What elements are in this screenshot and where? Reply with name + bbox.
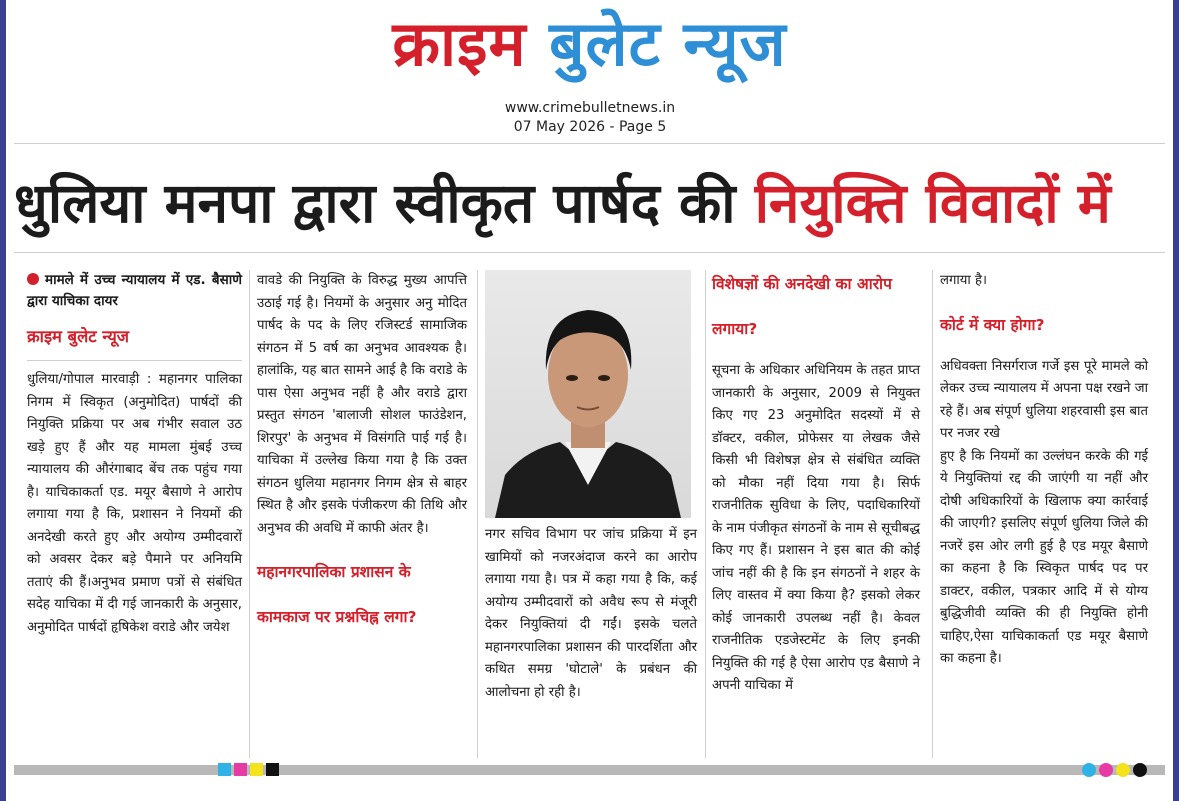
masthead-blue: बुलेट न्यूज xyxy=(549,7,787,80)
portrait-photo xyxy=(485,270,691,518)
masthead-red: क्राइम xyxy=(392,7,527,80)
column-divider xyxy=(477,270,478,758)
black-swatch-icon xyxy=(266,763,279,776)
headline-black: धुलिया मनपा द्वारा स्वीकृत पार्षद की xyxy=(14,171,736,235)
masthead xyxy=(0,6,1179,82)
headline xyxy=(14,163,1169,243)
headline-rule xyxy=(14,252,1165,253)
black-dot-icon xyxy=(1133,763,1147,777)
page-edge-left xyxy=(0,0,6,801)
article-paragraph: लगाया है। xyxy=(940,273,988,288)
column-divider xyxy=(705,270,706,758)
magenta-swatch-icon xyxy=(234,763,247,776)
dateline: 07 May 2026 - Page 5 xyxy=(513,119,667,135)
article-paragraph: नगर सचिव विभाग पर जांच प्रक्रिया में इन खामियों को नजरअंदाज करने का आरोप लगाया गया है। पत्र में कहा गया है कि, कई अयोग्य उम्मीदवारों को अवैध रूप से मंजूरी देकर नियुक्तियां दी गईं। इसके चलते महानगरपालिका प्रशासन की पारदर्शिता और कथित समग्र 'घोटाले' के प्रबंधन की आलोचना हो रही है। xyxy=(485,527,697,700)
page-edge-right xyxy=(1173,0,1179,801)
cyan-dot-icon xyxy=(1082,763,1096,777)
kicker xyxy=(27,270,242,312)
subheading: विशेषज्ञों की अनदेखी का आरोप लगाया? xyxy=(712,275,892,338)
article-paragraph: सूचना के अधिकार अधिनियम के तहत प्राप्त जानकारी के अनुसार, 2009 से नियुक्त किए गए 23 अनुमोदित सदस्यों में से डॉक्टर, वकील, प्रोफेसर या लेखक जैसे किसी भी विशेषज्ञ क्षेत्र से संबंधित व्यक्ति को मौका नहीं दिया गया है। सिर्फ राजनीतिक सुविधा के लिए, पदाधिकारियों के नाम पंजीकृत संगठनों के नाम से सूचीबद्ध किए गए हैं। प्रशासन ने इस बात की कोई जांच नहीं की है कि इन संगठनों ने शहर के लिए वास्तव में क्या किया है? इसको लेकर कोई जानकारी उपलब्ध नहीं है। केवल राजनीतिक एडजेस्टमेंट के लिए इनकी नियुक्ति की गई है ऐसा आरोप एड बैसाणे ने अपनी याचिका में xyxy=(712,363,920,693)
yellow-swatch-icon xyxy=(250,763,263,776)
article-paragraph: हुए है कि नियमों का उल्लंघन करके की गई ये नियुक्तियां रद्द की जाएंगी या नहीं और दोषी अधिकारियों के खिलाफ क्या कार्रवाई की जाएगी? इसलिए संपूर्ण धुलिया जिले की नजरें इस ओर लगी हुई है एड मयूर बैसाणे का कहना है कि स्विकृत पार्षद पद पर डाक्टर, वकील, पत्रकार आदि में से योग्य बुद्धिजीवी व्यक्ति की ही नियुक्ति होनी चाहिए,ऐसा याचिकाकर्ता एड मयूर बैसाणे का कहना है। xyxy=(940,448,1148,666)
footer-bar xyxy=(14,765,1165,775)
column-2 xyxy=(257,270,467,640)
subheading: कोर्ट में क्या होगा? xyxy=(940,315,1045,334)
column-divider xyxy=(249,270,250,758)
column-divider xyxy=(932,270,933,758)
bullet-dot-icon xyxy=(27,273,39,285)
website: www.crimebulletnews.in xyxy=(504,100,676,116)
subheading: महानगरपालिका प्रशासन के कामकाज पर प्रश्नचिह्न लगा? xyxy=(257,563,417,626)
portrait-figure xyxy=(485,270,691,518)
article-paragraph: अधिवक्ता निसर्गराज गर्जे इस पूरे मामले को लेकर उच्च न्यायालय में अपना पक्ष रखने जा रहे हैं। अब संपूर्ण धुलिया शहरवासी इस बात पर नजर रखे xyxy=(940,358,1148,441)
byline: क्राइम बुलेट न्यूज xyxy=(27,327,130,346)
cyan-swatch-icon xyxy=(218,763,231,776)
headline-red: नियुक्ति विवादों में xyxy=(754,171,1111,235)
column-4 xyxy=(712,270,920,698)
kicker-text: मामले में उच्च न्यायालय में एड. बैसाणे द्वारा याचिका दायर xyxy=(27,272,242,309)
article-paragraph: वावडे की नियुक्ति के विरुद्ध मुख्य आपत्ति उठाई गई है। नियमों के अनुसार अनु मोदित पार्षद के पद के लिए रजिस्टर्ड सामाजिक संगठन में 5 वर्ष का अनुभव आवश्यक है। हालांकि, यह बात सामने आई है कि वराडे के पास ऐसा अनुभव नहीं है और वराडे द्वारा प्रस्तुत संगठन 'बालाजी सोशल फाउंडेशन, शिरपुर' के अनुभव में विसंगति पाई गई है। याचिका में उल्लेख किया गया है कि उक्त संगठन धुलिया महानगर निगम क्षेत्र से बाहर स्थित है और इसके पंजीकरण की तिथि और अनुभव की अवधि में काफी अंतर है। xyxy=(257,273,467,536)
yellow-dot-icon xyxy=(1116,763,1130,777)
column-1 xyxy=(27,270,242,639)
column-5 xyxy=(940,270,1148,671)
byline-rule xyxy=(27,360,242,361)
magenta-dot-icon xyxy=(1099,763,1113,777)
article-paragraph: धुलिया/गोपाल मारवाड़ी : महानगर पालिका निगम में स्विकृत (अनुमोदित) पार्षदों की नियुक्ति प्रक्रिया पर अब गंभीर सवाल उठ खड़े हुए हैं और यह मामला मुंबई उच्च न्यायालय की औरंगाबाद बेंच तक पहुंच गया है। याचिकाकर्ता एड. मयूर बैसाणे ने आरोप लगाया गया है कि, प्रशासन ने नियमों की अनदेखी करते हुए और अयोग्य उम्मीदवारों को अवसर देकर बड़े पैमाने पर अनियमि तताएं की हैं।अनुभव प्रमाण पत्रों से संबंधित सदेह याचिका में दी गई जानकारी के अनुसार, अनुमोदित पार्षदों हृषिकेश वराडे और जयेश xyxy=(27,372,242,635)
column-3 xyxy=(485,270,697,704)
masthead-rule xyxy=(14,143,1165,144)
